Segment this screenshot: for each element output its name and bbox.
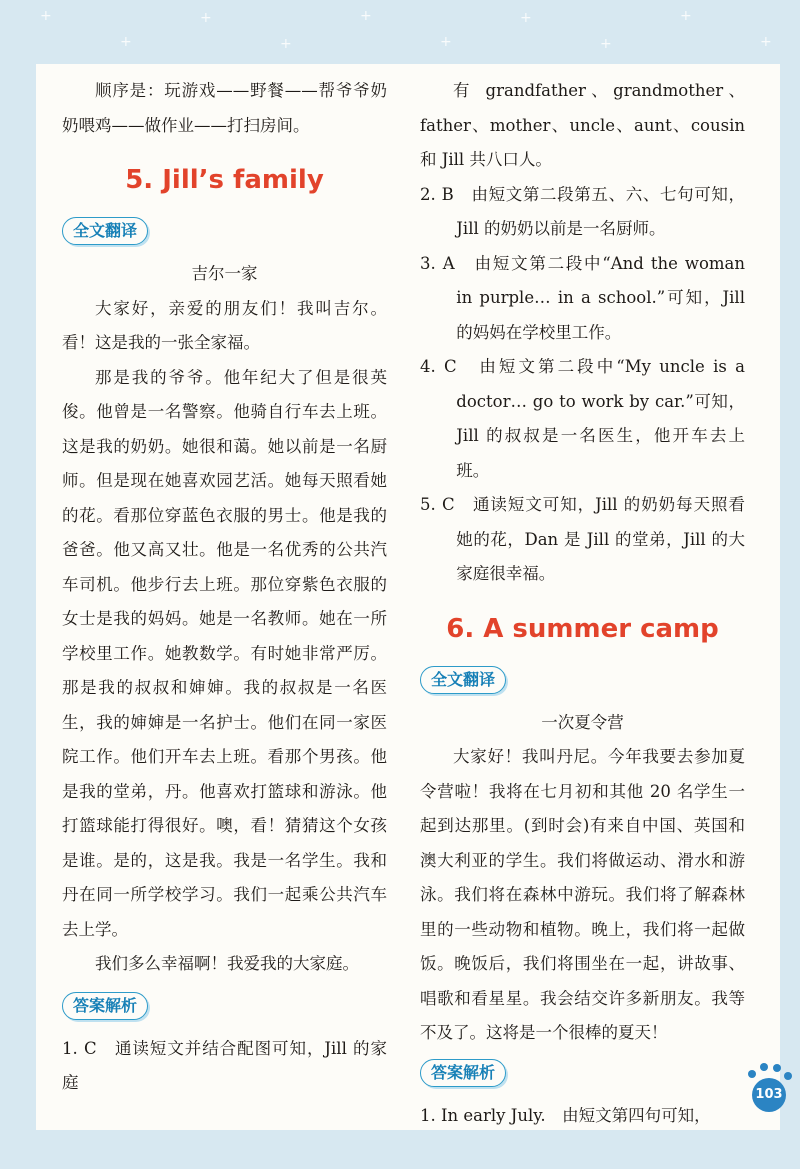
answer-2: 2. B 由短文第二段第五、六、七句可知，Jill 的奶奶以前是一名厨师。	[420, 184, 745, 238]
answer-tag: 答案解析	[62, 992, 148, 1020]
answer-3: 3. A 由短文第二段中“And the woman in purple… in a school.”可知，Jill 的妈妈在学校里工作。	[420, 253, 745, 342]
answer-tag: 答案解析	[420, 1059, 506, 1087]
story-title: 吉尔一家	[191, 264, 258, 283]
left-column	[62, 74, 387, 1101]
answer-5: 5. C 通读短文可知，Jill 的奶奶每天照看她的花，Dan 是 Jill 的堂弟，Jill 的大家庭很幸福。	[420, 495, 745, 583]
paragraph-1: 大家好，亲爱的朋友们！我叫吉尔。看！这是我的一张全家福。	[62, 298, 387, 352]
section-title-summer-camp: 6. A summer camp	[446, 613, 719, 644]
translation-tag: 全文翻译	[62, 217, 148, 245]
story-title: 一次夏令营	[541, 712, 624, 732]
paragraph-3: 我们多么幸福啊！我爱我的大家庭。	[95, 954, 359, 973]
answer-1-continuation: 有 grandfather、grandmother、father、mother、uncle、aunt、cousin 和 Jill 共八口人。	[420, 81, 745, 169]
answer-4: 4. C 由短文第二段中“My uncle is a doctor… go to work by car.”可知，Jill 的叔叔是一名医生，他开车去上班。	[420, 357, 745, 480]
right-column	[420, 74, 745, 1133]
paw-toe-icon	[760, 1063, 768, 1071]
paw-toe-icon	[773, 1064, 781, 1072]
paragraph-1: 大家好！我叫丹尼。今年我要去参加夏令营啦！我将在七月初和其他 20 名学生一起到达那里。(到时会)有来自中国、英国和澳大利亚的学生。我们将做运动、滑水和游泳。我们将在森林中游玩。我们将了解森林里的一些动物和植物。晚上，我们将一起做饭。晚饭后，我们将围坐在一起，讲故事、唱歌和看星星。我会结交许多新朋友。我等不及了。这将是一个很棒的夏天！	[420, 747, 745, 1042]
background-decoration: + + + + + + + + + +	[40, 8, 772, 52]
answer-1: 1. C 通读短文并结合配图可知，Jill 的家庭	[62, 1038, 387, 1092]
paw-toe-icon	[748, 1070, 756, 1078]
answer-1: 1. In early July. 由短文第四句可知，	[420, 1105, 711, 1125]
section-title-jills-family: 5. Jill’s family	[125, 165, 324, 195]
page-number: 103	[752, 1078, 786, 1112]
paw-toe-icon	[784, 1072, 792, 1080]
paragraph-2: 那是我的爷爷。他年纪大了但是很英俊。他曾是一名警察。他骑自行车去上班。这是我的奶奶。她很和蔼。她以前是一名厨师。但是现在她喜欢园艺活。她每天照看她的花。看那位穿蓝色衣服的男士。他是我的爸爸。他又高又壮。他是一名优秀的公共汽车司机。他步行去上班。那位穿紫色衣服的女士是我的妈妈。她是一名教师。她在一所学校里工作。她教数学。有时她非常严厉。那是我的叔叔和婶婶。我的叔叔是一名医生，我的婶婶是一名护士。他们在同一家医院工作。他们开车去上班。看那个男孩。他是我的堂弟，丹。他喜欢打篮球和游泳。他打篮球能打得很好。噢，看！猜猜这个女孩是谁。是的，这是我。我是一名学生。我和丹在同一所学校学习。我们一起乘公共汽车去上学。	[62, 367, 387, 939]
page-content	[36, 64, 780, 1130]
translation-tag: 全文翻译	[420, 666, 506, 694]
intro-text: 顺序是：玩游戏——野餐——帮爷爷奶奶喂鸡——做作业——打扫房间。	[62, 81, 387, 135]
